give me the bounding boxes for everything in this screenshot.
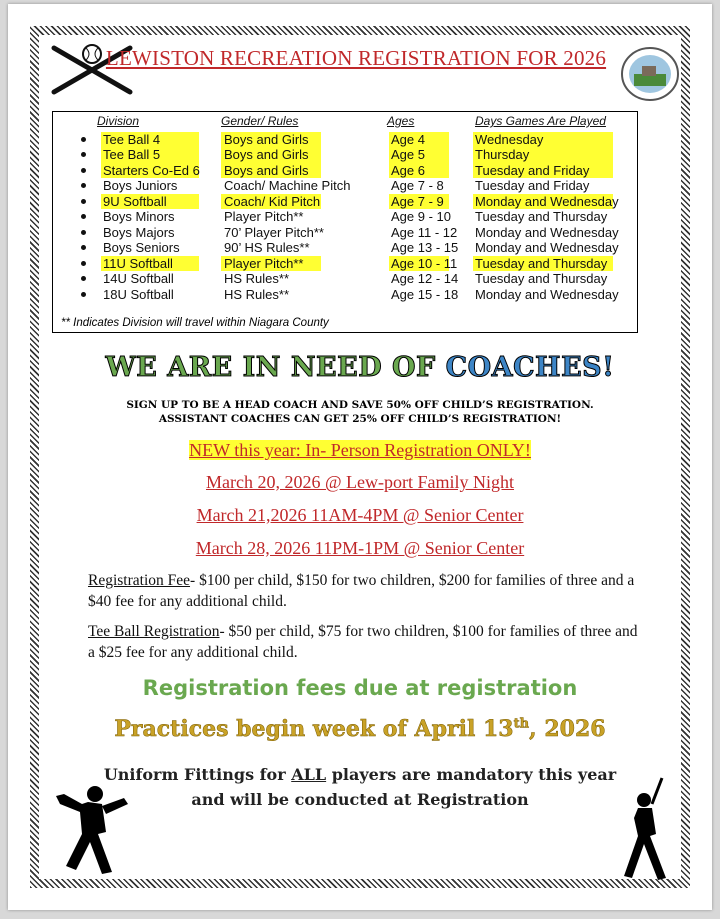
cell-ages: Age 13 - 15	[391, 240, 459, 256]
cell-division: Tee Ball 5	[103, 147, 161, 163]
tee-ball-fee-text: - $50 per child, $75 for two children, $100 for families of three and a $25 fee for any additional child.	[88, 623, 638, 661]
cell-ages: Age 9 - 10	[391, 209, 451, 225]
table-row	[53, 163, 637, 178]
cell-rules: Player Pitch**	[224, 209, 304, 225]
date-3: March 28, 2026 11PM-1PM @ Senior Center	[195, 538, 525, 558]
bullet-icon	[81, 292, 86, 297]
coach-info-line2: ASSISTANT COACHES CAN GET 25% OFF CHILD’S REGISTRATION!	[158, 413, 562, 425]
bullet-icon	[81, 261, 86, 266]
date-2: March 21,2026 11AM-4PM @ Senior Center	[196, 505, 524, 525]
table-row	[53, 147, 637, 162]
bullet-icon	[81, 276, 86, 281]
cell-rules: HS Rules**	[224, 271, 290, 287]
cell-ages: Age 5	[391, 147, 425, 163]
registration-fee-label: Registration Fee	[88, 572, 191, 589]
coaches-heading-part1: WE ARE IN NEED OF	[105, 352, 446, 383]
cell-ages: Age 12 - 14	[391, 271, 459, 287]
tee-ball-fee-label: Tee Ball Registration	[88, 623, 220, 640]
cell-ages: Age 11 - 12	[391, 224, 458, 240]
cell-days: Tuesday and Thursday	[475, 271, 608, 287]
coaches-heading-part2: COACHES!	[445, 352, 615, 383]
coaches-heading	[0, 352, 720, 383]
cell-ages: Age 6	[391, 162, 425, 178]
cell-ages: Age 7 - 8	[391, 178, 444, 194]
travel-note: ** Indicates Division will travel within Niagara County	[61, 317, 329, 329]
bullet-icon	[81, 199, 86, 204]
table-row	[53, 194, 637, 209]
uniform-post: players are mandatory this year and will be conducted at Registration	[191, 765, 617, 809]
header-ages: Ages	[387, 114, 415, 128]
cell-ages: Age 10 - 11	[391, 255, 458, 271]
cell-ages: Age 15 - 18	[391, 286, 459, 302]
cell-days: Wednesday	[475, 132, 544, 147]
tee-ball-fee	[88, 621, 648, 663]
header-rules: Gender/ Rules	[221, 114, 299, 128]
coach-info-line1: SIGN UP TO BE A HEAD COACH AND SAVE 50% OFF CHILD’S REGISTRATION.	[126, 399, 594, 411]
cell-ages: Age 4	[391, 132, 425, 147]
cell-ages: Age 7 - 9	[391, 193, 444, 209]
practices-start	[0, 716, 720, 742]
cell-days: Monday and Wednesday	[475, 240, 619, 256]
table-row	[53, 271, 637, 286]
practices-sup: th	[513, 716, 530, 732]
batter-silhouette	[612, 774, 682, 884]
cell-division: Boys Majors	[103, 224, 175, 240]
cell-division: 9U Softball	[103, 193, 167, 209]
cell-days: Thursday	[475, 147, 530, 163]
practices-text: Practices begin week of April 13	[114, 716, 514, 742]
pitcher-silhouette	[40, 782, 140, 882]
table-row	[53, 256, 637, 271]
cell-rules: 90’ HS Rules**	[224, 240, 310, 256]
table-row	[53, 178, 637, 193]
new-text: : In- Person Registration ONLY!	[295, 440, 531, 460]
table-row	[53, 132, 637, 147]
cell-division: Tee Ball 4	[103, 132, 161, 147]
cell-days: Monday and Wednesday	[475, 286, 619, 302]
header-days: Days Games Are Played	[475, 114, 606, 128]
registration-fee-text: - $100 per child, $150 for two children, $200 for families of three and a $40 fee for any additional child.	[88, 572, 635, 610]
table-row	[53, 209, 637, 224]
uniform-all: ALL	[291, 765, 327, 784]
practices-year: , 2026	[529, 716, 606, 742]
cell-days: Monday and Wednesday	[475, 224, 619, 240]
cell-division: Starters Co-Ed 6	[103, 162, 200, 178]
cell-division: 18U Softball	[103, 286, 174, 302]
cell-division: 14U Softball	[103, 271, 174, 287]
cell-days: Tuesday and Friday	[475, 178, 590, 194]
cell-rules: HS Rules**	[224, 286, 290, 302]
cell-days: Monday and Wednesday	[475, 193, 619, 209]
cell-days: Tuesday and Friday	[475, 162, 590, 178]
header-division: Division	[97, 114, 140, 128]
table-row	[53, 225, 637, 240]
bullet-icon	[81, 168, 86, 173]
cell-rules: Coach/ Machine Pitch	[224, 178, 351, 194]
bullet-icon	[81, 152, 86, 157]
bullet-icon	[81, 214, 86, 219]
registration-fee	[88, 570, 648, 612]
page-title: LEWISTON RECREATION REGISTRATION FOR 2026	[105, 46, 607, 70]
cell-rules: Boys and Girls	[224, 162, 309, 178]
cell-division: Boys Juniors	[103, 178, 178, 194]
uniform-pre: Uniform Fittings for	[103, 765, 292, 784]
cell-days: Tuesday and Thursday	[475, 209, 608, 225]
bullet-icon	[81, 230, 86, 235]
division-table	[52, 111, 638, 333]
fees-due: Registration fees due at registration	[142, 676, 578, 700]
cell-division: Boys Seniors	[103, 240, 180, 256]
bullet-icon	[81, 245, 86, 250]
new-label: NEW this year	[189, 440, 296, 460]
new-this-year	[0, 440, 720, 461]
bullet-icon	[81, 183, 86, 188]
cell-division: 11U Softball	[103, 255, 173, 271]
uniform-notice	[90, 762, 630, 812]
cell-rules: Coach/ Kid Pitch	[224, 193, 321, 209]
cell-days: Tuesday and Thursday	[475, 255, 608, 271]
date-1: March 20, 2026 @ Lew-port Family Night	[205, 472, 515, 492]
bullet-icon	[81, 137, 86, 142]
cell-division: Boys Minors	[103, 209, 175, 225]
cell-rules: Boys and Girls	[224, 132, 309, 147]
town-seal-logo	[620, 46, 680, 102]
cell-rules: 70’ Player Pitch**	[224, 224, 324, 240]
cell-rules: Player Pitch**	[224, 255, 304, 271]
table-row	[53, 287, 637, 302]
cell-rules: Boys and Girls	[224, 147, 309, 163]
table-row	[53, 240, 637, 255]
